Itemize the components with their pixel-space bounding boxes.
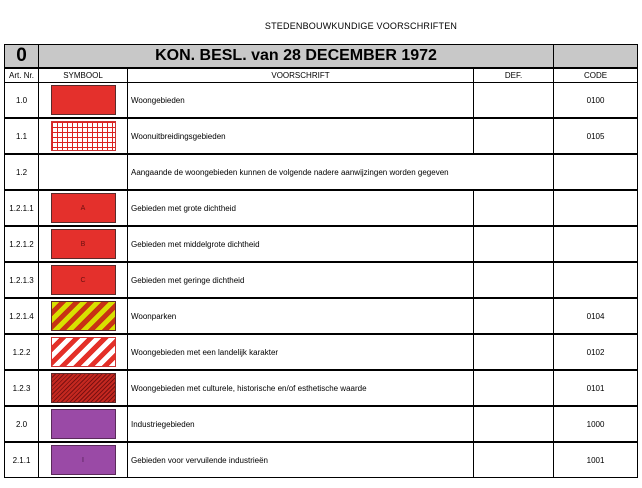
table-row — [5, 118, 638, 154]
header-voorschrift: VOORSCHRIFT — [128, 68, 474, 83]
swatch-letter: A — [80, 204, 86, 212]
legend-swatch — [51, 229, 116, 259]
regulation-text: Industriegebieden — [128, 406, 474, 442]
zoning-code: 1001 — [554, 442, 638, 478]
legend-swatch — [51, 265, 116, 295]
header-art-nr: Art. Nr. — [5, 68, 39, 83]
regulation-text: Gebieden voor vervuilende industrieën — [128, 442, 474, 478]
zoning-code: 0105 — [554, 118, 638, 154]
article-number: 1.2.1.3 — [5, 262, 39, 298]
table-row — [5, 334, 638, 370]
regulation-text: Gebieden met middelgrote dichtheid — [128, 226, 474, 262]
swatch-letter: I — [82, 456, 84, 464]
article-number: 1.2.1.1 — [5, 190, 39, 226]
header-symbool: SYMBOOL — [39, 68, 128, 83]
header-row — [5, 68, 638, 83]
regulation-text: Woongebieden met een landelijk karakter — [128, 334, 474, 370]
regulation-text: Woonuitbreidingsgebieden — [128, 118, 474, 154]
symbol-cell — [39, 442, 128, 478]
section-title: KON. BESL. van 28 DECEMBER 1972 — [39, 45, 554, 69]
legend-swatch — [51, 301, 116, 331]
zoning-code: 0104 — [554, 298, 638, 334]
article-number: 1.2.3 — [5, 370, 39, 406]
definition-cell — [474, 190, 554, 226]
table-row — [5, 442, 638, 478]
symbol-cell — [39, 226, 128, 262]
symbol-cell — [39, 118, 128, 154]
definition-cell — [474, 262, 554, 298]
regulation-text: Woongebieden met culturele, historische en/of esthetische waarde — [128, 370, 474, 406]
zoning-code: 0100 — [554, 83, 638, 119]
table-row — [5, 370, 638, 406]
article-number: 1.0 — [5, 83, 39, 119]
zoning-code — [554, 154, 638, 190]
header-def: DEF. — [474, 68, 554, 83]
definition-cell — [474, 298, 554, 334]
zoning-code — [554, 262, 638, 298]
article-number: 1.2.1.2 — [5, 226, 39, 262]
title-row — [5, 45, 638, 69]
table-row — [5, 298, 638, 334]
symbol-cell — [39, 298, 128, 334]
symbol-cell — [39, 406, 128, 442]
zoning-code — [554, 226, 638, 262]
regulation-text: Woongebieden — [128, 83, 474, 119]
swatch-letter: B — [80, 240, 86, 248]
definition-cell — [474, 226, 554, 262]
zoning-code — [554, 190, 638, 226]
article-number: 2.1.1 — [5, 442, 39, 478]
legend-swatch — [51, 121, 116, 151]
zoning-code: 0102 — [554, 334, 638, 370]
symbol-cell — [39, 334, 128, 370]
legend-swatch — [51, 373, 116, 403]
legend-swatch — [51, 337, 116, 367]
definition-cell — [474, 83, 554, 119]
table-row — [5, 83, 638, 119]
table-row — [5, 226, 638, 262]
symbol-cell — [39, 154, 128, 190]
legend-swatch — [51, 409, 116, 439]
regulation-text: Gebieden met grote dichtheid — [128, 190, 474, 226]
zoning-code: 1000 — [554, 406, 638, 442]
table-row — [5, 154, 638, 190]
regulation-text: Aangaande de woongebieden kunnen de volgende nadere aanwijzingen worden gegeven — [128, 154, 554, 190]
table-row — [5, 262, 638, 298]
zoning-legend-table — [4, 44, 638, 478]
symbol-cell — [39, 262, 128, 298]
article-number: 1.2 — [5, 154, 39, 190]
article-number: 2.0 — [5, 406, 39, 442]
legend-swatch — [51, 85, 116, 115]
regulation-text: Woonparken — [128, 298, 474, 334]
definition-cell — [474, 334, 554, 370]
article-number: 1.2.2 — [5, 334, 39, 370]
table-row — [5, 190, 638, 226]
definition-cell — [474, 370, 554, 406]
symbol-cell — [39, 370, 128, 406]
symbol-cell — [39, 83, 128, 119]
legend-swatch — [51, 445, 116, 475]
swatch-letter: C — [80, 276, 86, 284]
article-number: 1.2.1.4 — [5, 298, 39, 334]
table-row — [5, 406, 638, 442]
legend-swatch — [51, 193, 116, 223]
zoning-code: 0101 — [554, 370, 638, 406]
definition-cell — [474, 442, 554, 478]
title-blank-cell — [554, 45, 638, 69]
regulation-text: Gebieden met geringe dichtheid — [128, 262, 474, 298]
header-code: CODE — [554, 68, 638, 83]
symbol-cell — [39, 190, 128, 226]
definition-cell — [474, 118, 554, 154]
article-number: 1.1 — [5, 118, 39, 154]
section-number: 0 — [5, 45, 39, 69]
document-title: STEDENBOUWKUNDIGE VOORSCHRIFTEN — [264, 21, 458, 31]
definition-cell — [474, 406, 554, 442]
